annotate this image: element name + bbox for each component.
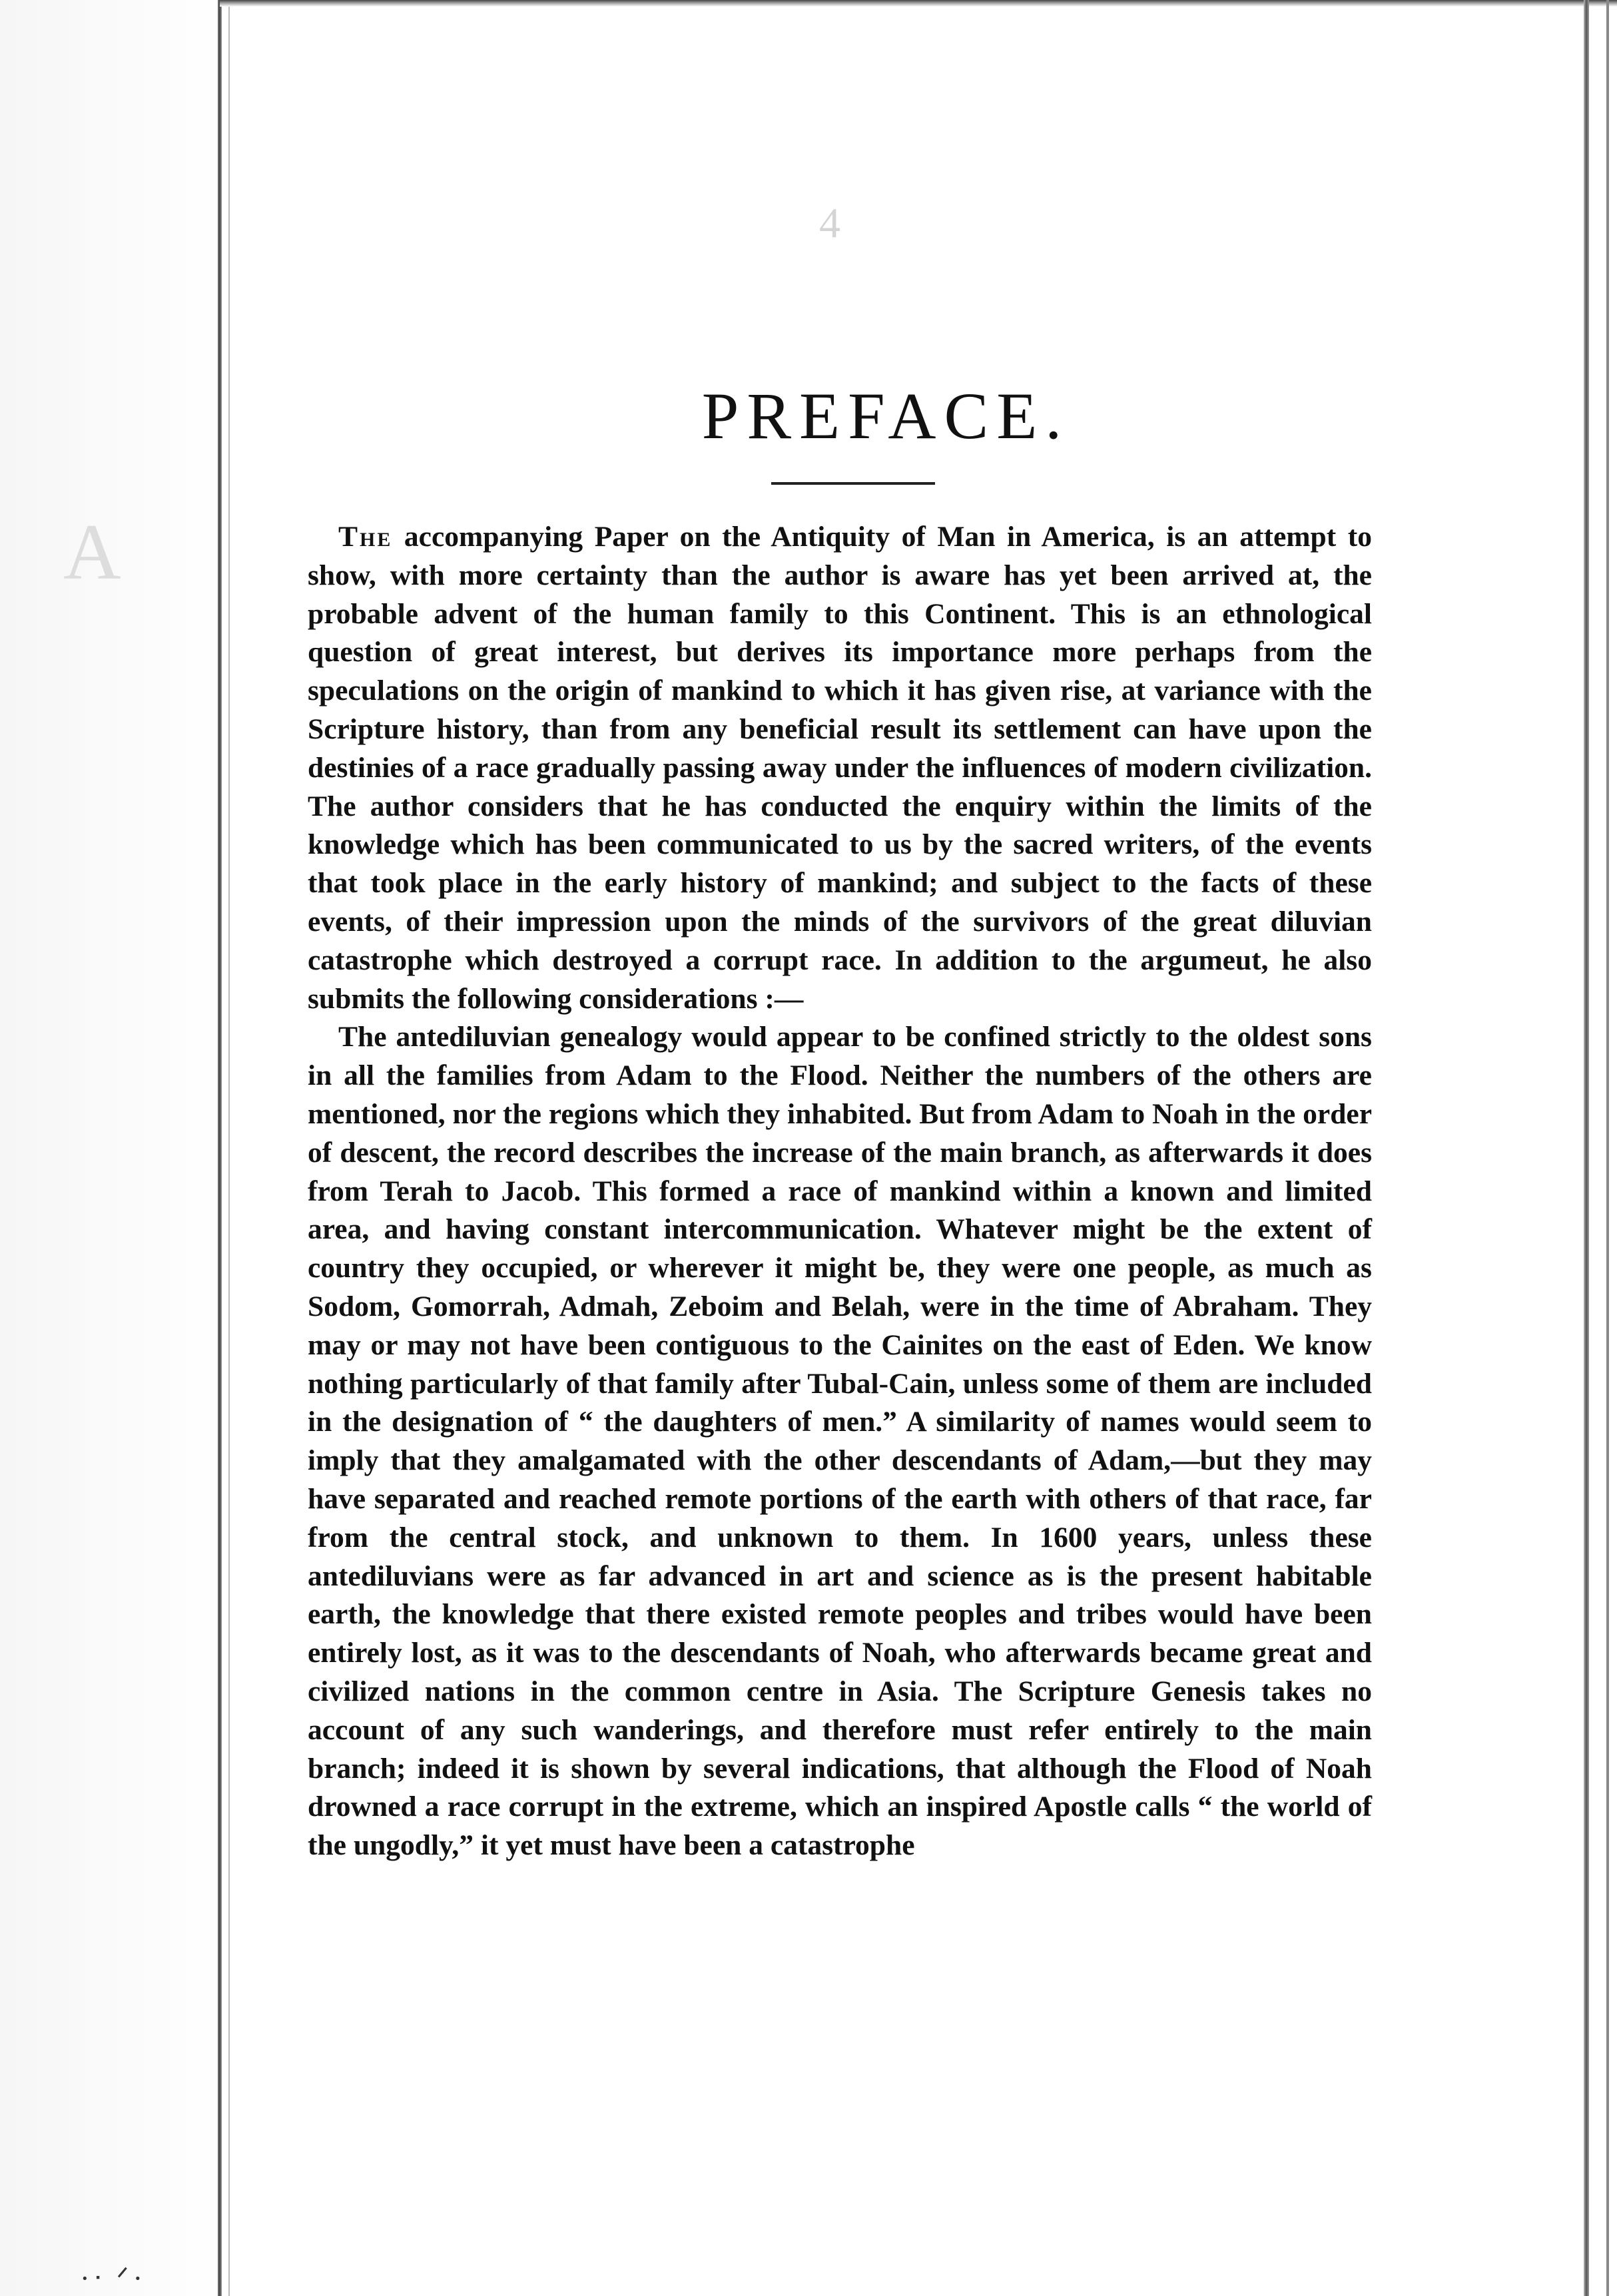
title-rule [771, 482, 935, 485]
paragraph-2-text: The antediluvian genealogy would appear to be confined strictly to the oldest sons in all the families from Adam to the Flood. Neither the numbers of the others are mentioned, nor the regions which they inhabited. But from Adam to Noah in the order of descent, the record describes the increase of the main branch, as afterwards it does from Terah to Jacob. This formed a race of mankind within a known and limited area, and having constant intercommunication. Whatever might be the extent of country they occupied, or wherever it might be, they were one people, as much as Sodom, Gomorrah, Admah, Zeboim and Belah, were in the time of Abraham. They may or may not have been contiguous to the Cainites on the east of Eden. We know nothing particularly of that family after Tubal-Cain, unless some of them are included in the designation of “ the daughters of men.” A similarity of names would seem to imply that they amalgamated with the other descendants of Adam,—but they may have separated and reached remote portions of the earth with others of that race, far from the central stock, and unknown to them. In 1600 years, unless these antediluvians were as far advanced in art and science as is the present habitable earth, the knowledge that there existed remote peoples and tribes would have been entirely lost, as it was to the descendants of Noah, who afterwards became great and civilized nations in the common centre in Asia. The Scripture Genesis takes no account of any such wanderings, and therefore must refer entirely to the main branch; indeed it is shown by several indications, that although the Flood of Noah drowned a race corrupt in the extreme, which an inspired Apostle calls “ the world of the ungodly,” it yet must have been a catastrophe [308, 1021, 1372, 1862]
page-edge-left [218, 0, 222, 2296]
page-edge-top [220, 0, 1617, 7]
page-edge-left-inner [228, 0, 230, 2296]
bleed-through-letter: A [63, 507, 121, 596]
margin-mark: ·ᐧ ᐟ· [80, 2262, 147, 2295]
paragraph-1-text: accompanying Paper on the Antiquity of Man in America, is an attempt to show, with more certainty than the author is aware has yet been arrived at, the probable advent of the human family to this Continent. This is an ethnological question of great interest, but derives its importance more perhaps from the speculations on the origin of mankind to which it has given rise, at variance with the Scripture history, than from any beneficial result its settlement can have upon the destinies of a race gradually passing away under the influences of modern civilization. The author considers that he has conducted the enquiry within the limits of the knowledge which has been communicated to us by the sacred writers, of the events that took place in the early history of mankind; and subject to the facts of these events, of their impression upon the minds of the survivors of the great diluvian catastrophe which destroyed a corrupt race. In addition to the argumeut, he also submits the following considerations :— [308, 521, 1372, 1015]
preface-body [308, 518, 1372, 1865]
page-edge-right-outer [1606, 0, 1609, 2296]
paragraph-1-lead: The [338, 521, 393, 553]
bleed-through-page-number: 4 [819, 199, 840, 246]
paragraph-2 [308, 1018, 1372, 1865]
paragraph-1 [308, 518, 1372, 1018]
binding-shadow [0, 0, 220, 2296]
page-title: PREFACE. [701, 379, 1070, 453]
page-edge-right [1584, 0, 1589, 2296]
